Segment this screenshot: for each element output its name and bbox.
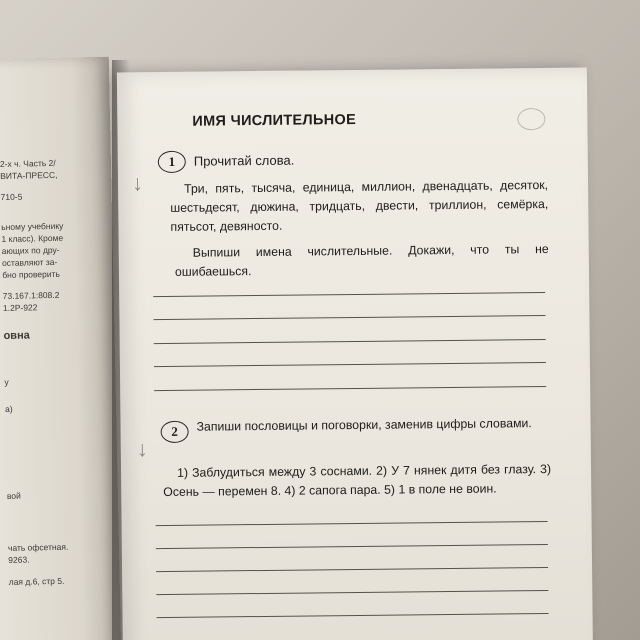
left-line: 1.2Р-922 xyxy=(2,302,38,314)
left-line: ВИТА-ПРЕСС, xyxy=(0,169,58,182)
answer-line xyxy=(156,590,548,595)
left-line: ьному учебнику xyxy=(1,220,64,233)
answer-line xyxy=(154,339,546,344)
left-line: оставляют за- xyxy=(1,256,58,269)
pencil-mark-icon: ↓ xyxy=(131,170,144,196)
left-line: 73.167.1:808.2 xyxy=(2,289,60,302)
left-line: чать офсетная. xyxy=(7,541,69,553)
left-line: а) xyxy=(4,403,13,415)
left-line: 9263. xyxy=(8,554,30,565)
answer-line xyxy=(156,521,548,526)
left-line: 2-х ч. Часть 2/ xyxy=(0,157,56,170)
task-instruction: Запиши пословицы и поговорки, заменив цифры словами. xyxy=(196,416,532,434)
left-line: лая д.6, стр 5. xyxy=(8,575,65,587)
task-number-badge: 2 xyxy=(161,421,189,443)
section-heading: ИМЯ ЧИСЛИТЕЛЬНОЕ xyxy=(192,111,357,130)
left-line: бно проверить xyxy=(2,268,60,281)
left-page xyxy=(0,57,121,640)
right-page xyxy=(117,68,593,640)
proverbs-text: 1) Заблудиться между 3 соснами. 2) У 7 нянек дитя без глазу. 3) Осень — перемен 8. 4) 2 сапога пара. 5) 1 в поле не воин. xyxy=(163,461,552,500)
answer-line xyxy=(153,292,545,297)
left-line: 710-5 xyxy=(0,191,23,203)
answer-line xyxy=(156,544,548,549)
task-question: Выпиши имена числительные. Докажи, что ты не ошибаешься. xyxy=(174,241,549,279)
left-line: ающих по дру- xyxy=(1,244,60,257)
bleed-through-circle xyxy=(517,108,545,130)
task-instruction: Прочитай слова. xyxy=(193,152,295,169)
left-line: 1 класс). Кроме xyxy=(1,232,64,245)
answer-line xyxy=(156,567,548,572)
left-line: вой xyxy=(6,490,21,501)
answer-line xyxy=(154,362,546,367)
task-number-badge: 1 xyxy=(158,151,186,173)
word-list: Три, пять, тысяча, единица, миллион, двенадцать, десяток, шестьдесят, дюжина, тридцать, двести, триллион, семёрка, пятьсот, девяносто. xyxy=(170,177,549,234)
answer-line xyxy=(157,613,549,618)
left-line: овна xyxy=(3,329,30,343)
pencil-mark-icon: ↓ xyxy=(136,436,148,462)
left-line: у xyxy=(4,376,9,388)
answer-line xyxy=(154,386,546,391)
answer-line xyxy=(153,315,545,320)
